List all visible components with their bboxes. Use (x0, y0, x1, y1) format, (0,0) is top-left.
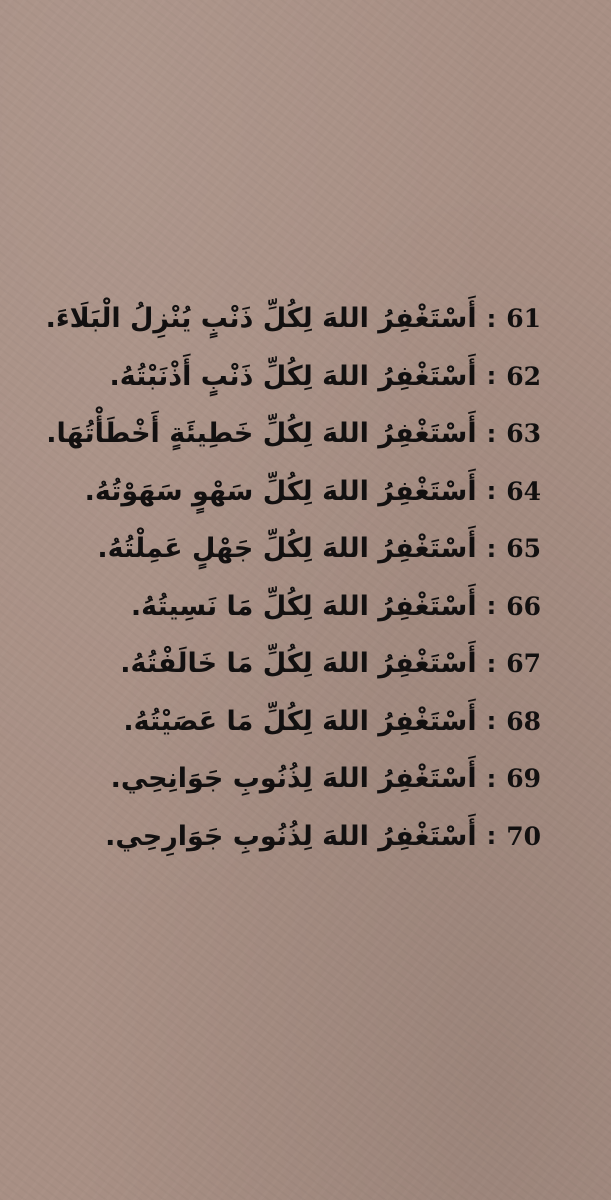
line-number: 64 (506, 476, 541, 506)
separator-colon: : (486, 707, 497, 736)
istighfar-line (41, 290, 541, 348)
line-number: 69 (506, 764, 541, 794)
line-number: 62 (506, 361, 541, 391)
istighfar-line (41, 635, 541, 693)
istighfar-list (41, 290, 541, 865)
istighfar-text: أَسْتَغْفِرُ اللهَ لِكُلِّ سَهْوٍ سَهَوْتُهُ. (84, 475, 477, 507)
separator-colon: : (486, 419, 497, 448)
separator-colon: : (486, 822, 497, 851)
separator-colon: : (486, 304, 497, 333)
istighfar-text: أَسْتَغْفِرُ اللهَ لِكُلِّ مَا نَسِيتُهُ. (130, 590, 477, 622)
istighfar-line (41, 750, 541, 808)
istighfar-text: أَسْتَغْفِرُ اللهَ لِكُلِّ ذَنْبٍ أَذْنَبْتُهُ. (109, 360, 477, 392)
istighfar-line (41, 693, 541, 751)
istighfar-line (41, 405, 541, 463)
istighfar-text: أَسْتَغْفِرُ اللهَ لِذُنُوبِ جَوَارِحِي. (105, 820, 477, 852)
line-number: 65 (506, 534, 541, 564)
separator-colon: : (486, 764, 497, 793)
istighfar-text: أَسْتَغْفِرُ اللهَ لِكُلِّ مَا عَصَيْتُهُ. (123, 705, 477, 737)
line-number: 61 (506, 304, 541, 334)
istighfar-line (41, 578, 541, 636)
line-number: 67 (506, 649, 541, 679)
separator-colon: : (486, 477, 497, 506)
istighfar-line (41, 348, 541, 406)
separator-colon: : (486, 362, 497, 391)
istighfar-text: أَسْتَغْفِرُ اللهَ لِكُلِّ جَهْلٍ عَمِلْتُهُ. (97, 533, 477, 565)
istighfar-text: أَسْتَغْفِرُ اللهَ لِكُلِّ مَا خَالَفْتُهُ. (120, 648, 477, 680)
separator-colon: : (486, 649, 497, 678)
istighfar-text: أَسْتَغْفِرُ اللهَ لِكُلِّ خَطِيئَةٍ أَخْطَأْتُهَا. (46, 418, 477, 450)
line-number: 66 (506, 591, 541, 621)
istighfar-line (41, 808, 541, 866)
line-number: 68 (506, 706, 541, 736)
istighfar-text: أَسْتَغْفِرُ اللهَ لِكُلِّ ذَنْبٍ يُنْزِلُ الْبَلَاءَ. (45, 303, 477, 335)
line-number: 63 (506, 419, 541, 449)
line-number: 70 (506, 821, 541, 851)
istighfar-text: أَسْتَغْفِرُ اللهَ لِذُنُوبِ جَوَانِحِي. (110, 763, 477, 795)
istighfar-line (41, 463, 541, 521)
istighfar-line (41, 520, 541, 578)
separator-colon: : (486, 534, 497, 563)
separator-colon: : (486, 592, 497, 621)
